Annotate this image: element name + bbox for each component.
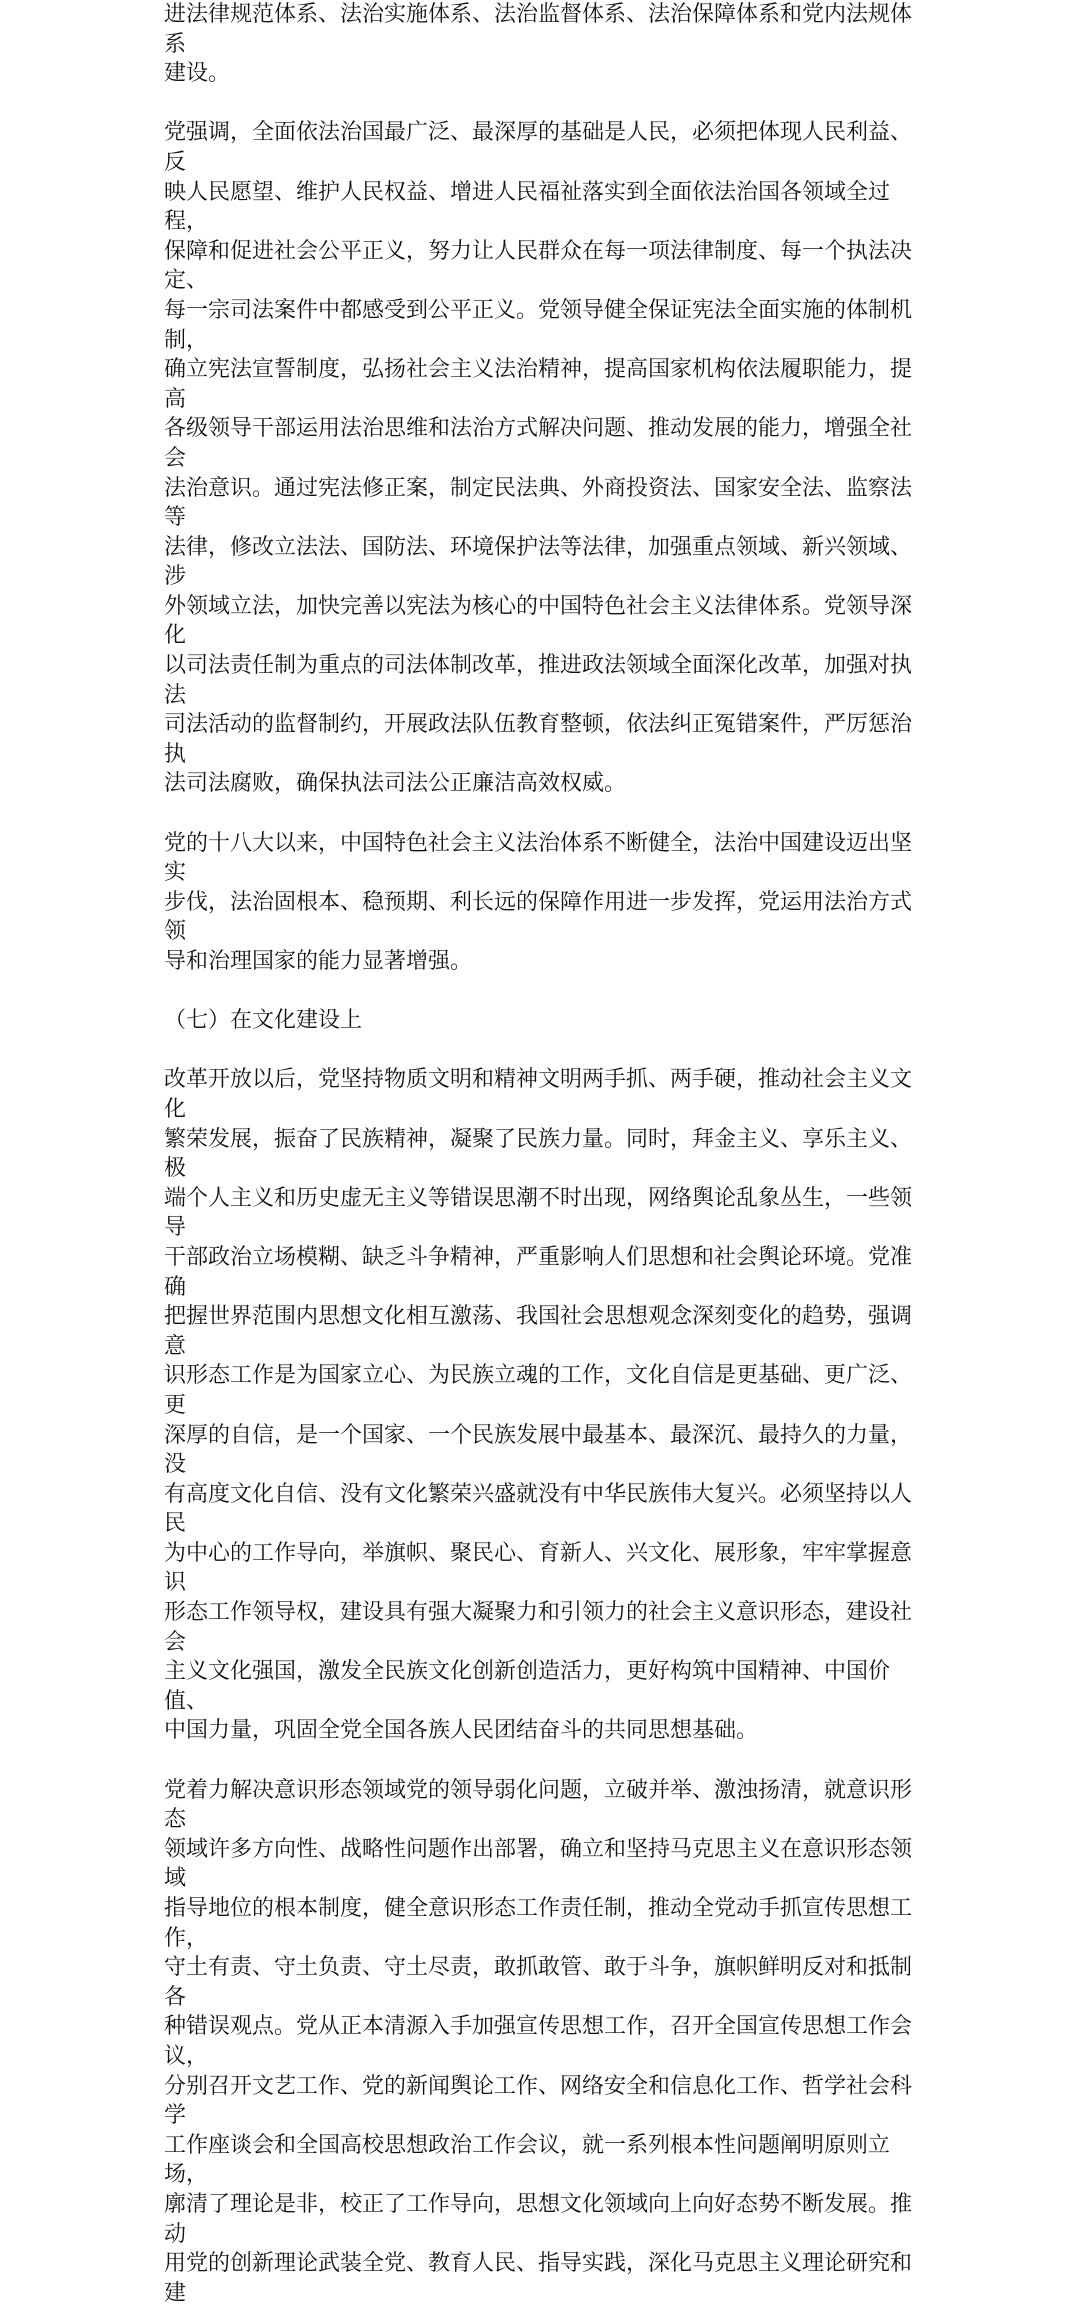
paragraph-ideology-work: 党着力解决意识形态领域党的领导弱化问题，立破并举、激浊扬清，就意识形态 领域许多方向性、战略性问题作出部署，确立和坚持马克思主义在意识形态领域 指导地位的根本制度，健全意识形态工作责任制，推动全党动手抓宣传思想工作， 守土有责、守土负责、守土尽责，敢抓敢管、敢于斗争，旗帜鲜明反对和抵制各 种错误观点。党从正本清源入手加强宣传思想工作，召开全国宣传思想工作会议， 分别召开文艺工作、党的新闻舆论工作、网络安全和信息化工作、哲学社会科学 工作座谈会和全国高校思想政治工作会议，就一系列根本性问题阐明原则立场， 廓清了理论是非，校正了工作导向，思想文化领域向上向好态势不断发展。推动 用党的创新理论武装全党、教育人民、指导实践，深化马克思主义理论研究和建 [164, 1777, 913, 2306]
paragraph-culture-reform: 改革开放以后，党坚持物质文明和精神文明两手抓、两手硬，推动社会主义文化 繁荣发展，振奋了民族精神，凝聚了民族力量。同时，拜金主义、享乐主义、极 端个人主义和历史虚无主义等错误思潮不时出现，网络舆论乱象丛生，一些领导 干部政治立场模糊、缺乏斗争精神，严重影响人们思想和社会舆论环境。党准确 把握世界范围内思想文化相互激荡、我国社会思想观念深刻变化的趋势，强调意 识形态工作是为国家立心、为民族立魂的工作，文化自信是更基础、更广泛、更 深厚的自信，是一个国家、一个民族发展中最基本、最深沉、最持久的力量，没 有高度文化自信、没有文化繁荣兴盛就没有中华民族伟大复兴。必须坚持以人民 为中心的工作导向，举旗帜、聚民心、育新人、兴文化、展形象，牢牢掌握意识 形态工作领导权，建设具有强大凝聚力和引领力的社会主义意识形态，建设社会 主义文化强国，激发全民族文化创新创造活力，更好构筑中国精神、中国价值、 中国力量，巩固全党全国各族人民团结奋斗的共同思想基础。 [164, 1067, 913, 1744]
paragraph-spacer [164, 799, 920, 829]
paragraph-spacer [164, 89, 920, 119]
paragraph-since-18th-congress: 党的十八大以来，中国特色社会主义法治体系不断健全，法治中国建设迈出坚实 步伐，法治固根本、稳预期、利长远的保障作用进一步发挥，党运用法治方式领 导和治理国家的能力显著增强。 [164, 830, 913, 974]
section-heading-culture: （七）在文化建设上 [164, 1008, 363, 1034]
document-page [164, 0, 920, 2308]
paragraph-spacer [164, 977, 920, 1007]
paragraph-rule-of-law-people: 党强调，全面依法治国最广泛、最深厚的基础是人民，必须把体现人民利益、反 映人民愿望、维护人民权益、增进人民福祉落实到全面依法治国各领域全过程， 保障和促进社会公平正义，努力让人民群众在每一项法律制度、每一个执法决定、 每一宗司法案件中都感受到公平正义。党领导健全保证宪法全面实施的体制机制， 确立宪法宣誓制度，弘扬社会主义法治精神，提高国家机构依法履职能力，提高 各级领导干部运用法治思维和法治方式解决问题、推动发展的能力，增强全社会 法治意识。通过宪法修正案，制定民法典、外商投资法、国家安全法、监察法等 法律，修改立法法、国防法、环境保护法等法律，加强重点领域、新兴领域、涉 外领域立法，加快完善以宪法为核心的中国特色社会主义法律体系。党领导深化 以司法责任制为重点的司法体制改革，推进政法领域全面深化改革，加强对执法 司法活动的监督制约，开展政法队伍教育整顿，依法纠正冤错案件，严厉惩治执 法司法腐败，确保执法司法公正廉洁高效权威。 [164, 120, 913, 797]
paragraph-spacer [164, 1036, 920, 1066]
paragraph-spacer [164, 1746, 920, 1776]
paragraph-legal-system-continuation: 进法律规范体系、法治实施体系、法治监督体系、法治保障体系和党内法规体系 建设。 [164, 2, 913, 87]
